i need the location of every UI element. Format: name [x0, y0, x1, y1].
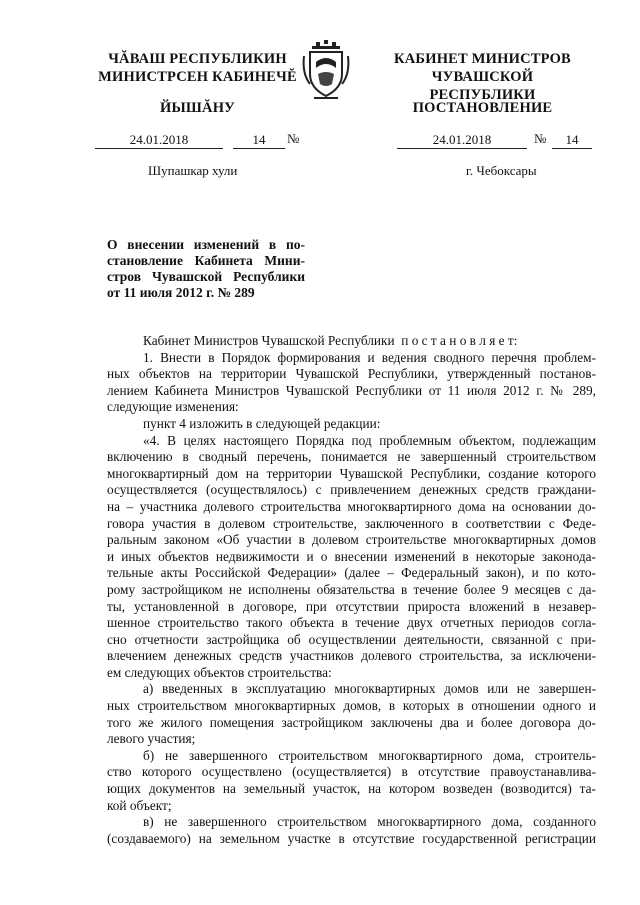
header-right-line1: КАБИНЕТ МИНИСТРОВ	[394, 51, 571, 67]
right-date-field: 24.01.2018	[397, 132, 527, 149]
body-line: лением Кабинета Министров Чувашской Республики от 11 июля 2012 г. № 289,	[107, 382, 596, 398]
header-left	[95, 50, 300, 86]
body-line: ющих документов на земельный участок, на котором возведен (возводится) та-	[107, 781, 596, 797]
body-line: ральным законом «Об участии в долевом строительстве многоквартирных домов	[107, 532, 596, 548]
body-line: ты, установленной в договоре, при отсутствии прироста вложений в незавер-	[107, 598, 596, 614]
intro-line	[107, 333, 596, 350]
body-line: следующие изменения:	[107, 399, 239, 415]
left-date-field: 24.01.2018	[95, 132, 223, 149]
body-line: шенное строительство такого объекта в течение двух отчетных периодов согла-	[107, 615, 596, 631]
intro-text: Кабинет Министров Чувашской Республики	[143, 333, 395, 348]
body-line: на – участника долевого строительства многоквартирного дома на основании до-	[107, 498, 596, 514]
body-line: сно отчетности застройщика об осуществлении деятельности, связанной с при-	[107, 631, 596, 647]
left-number-sign: №	[287, 131, 300, 146]
body-line: ство которого осуществлено (осуществляется) в отсутствие правоустанавлива-	[107, 764, 596, 780]
body-line: б) не завершенного строительством многоквартирного дома, строитель-	[143, 747, 596, 763]
body-line: и иных объектов недвижимости и о внесении изменений в некоторые законода-	[107, 548, 596, 564]
body-line: ем следующих объектов строительства:	[107, 664, 332, 680]
body-line: а) введенных в эксплуатацию многоквартирных домов или не завершен-	[143, 681, 596, 697]
intro-verb: п о с т а н о в л я е т:	[401, 333, 518, 348]
body-line: кой объект;	[107, 797, 172, 813]
right-number-sign: №	[534, 131, 547, 146]
body-line: в) не завершенного строительством многоквартирного дома, созданного	[143, 814, 596, 830]
body-line: того же жилого помещения застройщиком заключены два и более договора до-	[107, 714, 596, 730]
body-line: ных строительством многоквартирных домов, в которых в отношении одного и	[107, 698, 596, 714]
emblem-icon	[300, 40, 352, 102]
body-line: «4. В целях настоящего Порядка под проблемным объектом, подлежащим	[143, 432, 596, 448]
header-left-line1: ЧĂВАШ РЕСПУБЛИКИН	[108, 51, 287, 67]
body-line: тельные акты Российской Федерации» (далее – Федеральный закон), и по кото-	[107, 565, 596, 581]
body-line: многоквартирный дом на территории Чувашской Республики, создание которого	[107, 465, 596, 481]
document-subject	[107, 237, 305, 301]
body-line: осуществляется (осуществлялось) с привлечением денежных средств граждани-	[107, 482, 596, 498]
header-right-line2: ЧУВАШСКОЙ РЕСПУБЛИКИ	[429, 69, 536, 103]
left-number-field: 14	[233, 132, 285, 149]
body-line: 1. Внести в Порядок формирования и ведения сводного перечня проблем-	[143, 349, 596, 365]
body-line: рому застройщиком не исполнены обязательства в течение более 9 месяцев с да-	[107, 581, 596, 597]
right-place: г. Чебоксары	[466, 163, 537, 178]
body-line: влечением денежных средств участников долевого строительства, за исключени-	[107, 648, 596, 664]
body-line: пункт 4 изложить в следующей редакции:	[143, 415, 381, 431]
header-left-doc-type: ЙЫШĂНУ	[159, 100, 236, 116]
subject-line: стров Чувашской Республики	[107, 269, 305, 284]
left-place: Шупашкар хули	[148, 163, 238, 178]
body-line: говора участия в долевом строительстве, заключенного в соответствии с Феде-	[107, 515, 596, 531]
body-line: ных объектов на территории Чувашской Республики, утвержденный постанов-	[107, 366, 596, 382]
right-number-field: 14	[552, 132, 592, 149]
subject-line: от 11 июля 2012 г. № 289	[107, 285, 255, 300]
body-line: (создаваемого) на земельном участке в отсутствие государственной регистрации	[107, 830, 596, 846]
body-line: левого участия;	[107, 731, 196, 747]
subject-line: О внесении изменений в по-	[107, 237, 305, 252]
header-right	[380, 50, 585, 104]
header-right-doc-type: ПОСТАНОВЛЕНИЕ	[412, 100, 553, 116]
header-left-line2: МИНИСТРСЕН КАБИНЕЧĔ	[98, 69, 297, 85]
body-line: включению в сводный перечень, понимается не завершенный строительством	[107, 449, 596, 465]
subject-line: становление Кабинета Мини-	[107, 253, 305, 268]
document-body	[107, 333, 596, 847]
